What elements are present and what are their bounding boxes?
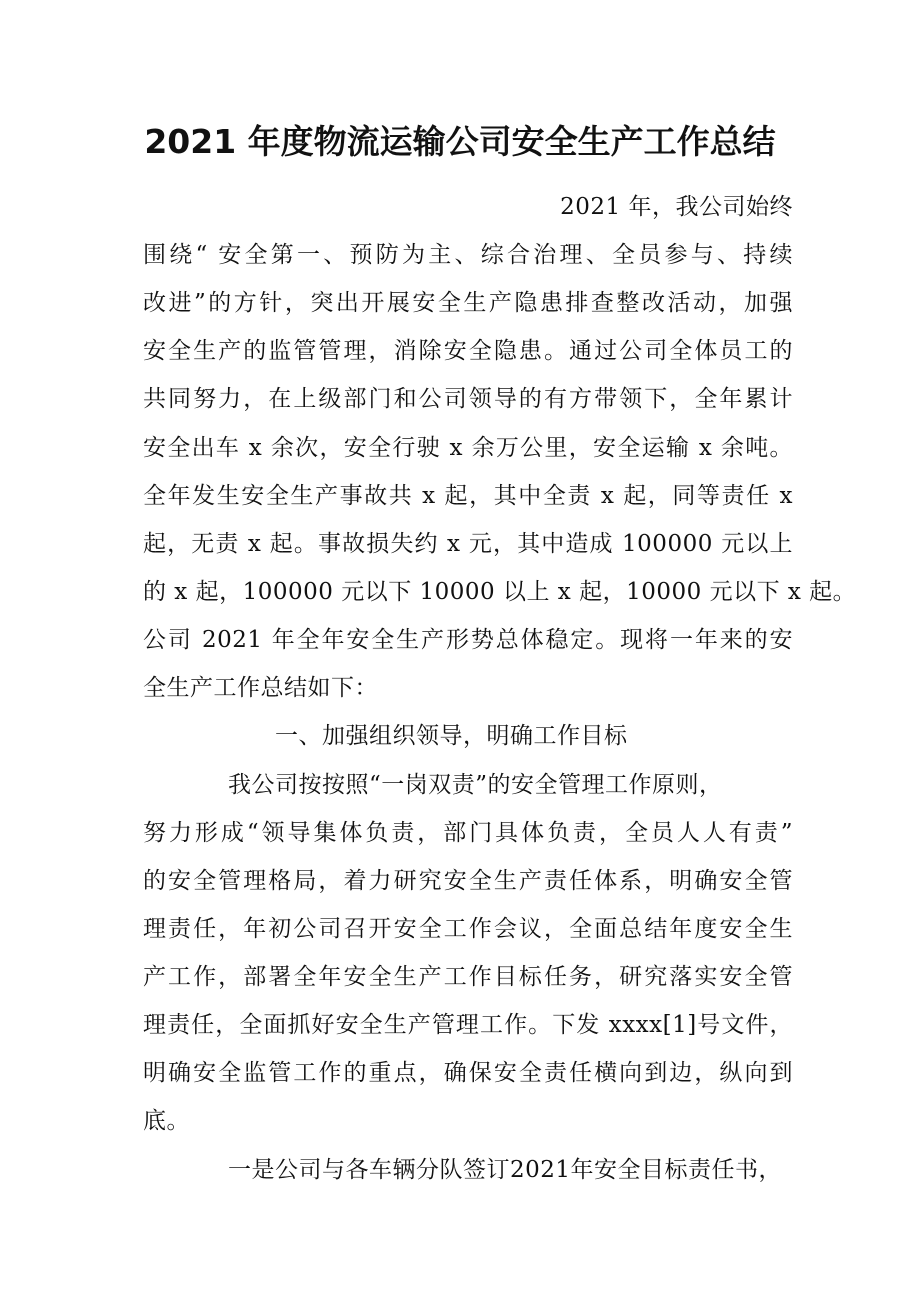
paragraph-line: 努力形成“领导集体负责，部门具体负责，全员人人有责” [143, 820, 793, 846]
paragraph-line: 理责任，年初公司召开安全工作会议，全面总结年度安全生 [143, 916, 793, 942]
paragraph-line: 一是公司与各车辆分队签订2021年安全目标责任书， [228, 1157, 783, 1183]
paragraph-line: 改进”的方针，突出开展安全生产隐患排查整改活动，加强 [143, 290, 793, 316]
paragraph-line: 安全出车 x 余次，安全行驶 x 余万公里，安全运输 x 余吨。 [143, 435, 793, 461]
paragraph-line: 围绕“ 安全第一、预防为主、综合治理、全员参与、持续 [143, 242, 793, 268]
paragraph-line: 全生产工作总结如下： [143, 675, 378, 701]
section-heading: 一、加强组织领导，明确工作目标 [275, 723, 628, 749]
paragraph-line: 的安全管理格局，着力研究安全生产责任体系，明确安全管 [143, 868, 793, 894]
paragraph-line: 我公司按按照“一岗双责”的安全管理工作原则， [228, 772, 723, 798]
paragraph-line: 明确安全监管工作的重点，确保安全责任横向到边，纵向到 [143, 1060, 793, 1086]
paragraph-line: 共同努力，在上级部门和公司领导的有方带领下，全年累计 [143, 386, 793, 412]
paragraph-line: 理责任，全面抓好安全生产管理工作。下发 xxxx[1]号文件， [143, 1012, 793, 1038]
document-title: 2021 年度物流运输公司安全生产工作总结 [144, 122, 776, 161]
paragraph-line: 底。 [143, 1108, 190, 1134]
paragraph-line: 产工作，部署全年安全生产工作目标任务，研究落实安全管 [143, 964, 793, 990]
paragraph-line: 公司 2021 年全年安全生产形势总体稳定。现将一年来的安 [143, 627, 793, 653]
paragraph-line: 全年发生安全生产事故共 x 起，其中全责 x 起，同等责任 x [143, 483, 793, 509]
paragraph-line: 安全生产的监管管理，消除安全隐患。通过公司全体员工的 [143, 338, 793, 364]
paragraph-line: 2021 年，我公司始终 [560, 194, 793, 220]
paragraph-line: 的 x 起，100000 元以下 10000 以上 x 起，10000 元以下 x 起。 [143, 579, 857, 605]
paragraph-line: 起，无责 x 起。事故损失约 x 元，其中造成 100000 元以上 [143, 531, 793, 557]
